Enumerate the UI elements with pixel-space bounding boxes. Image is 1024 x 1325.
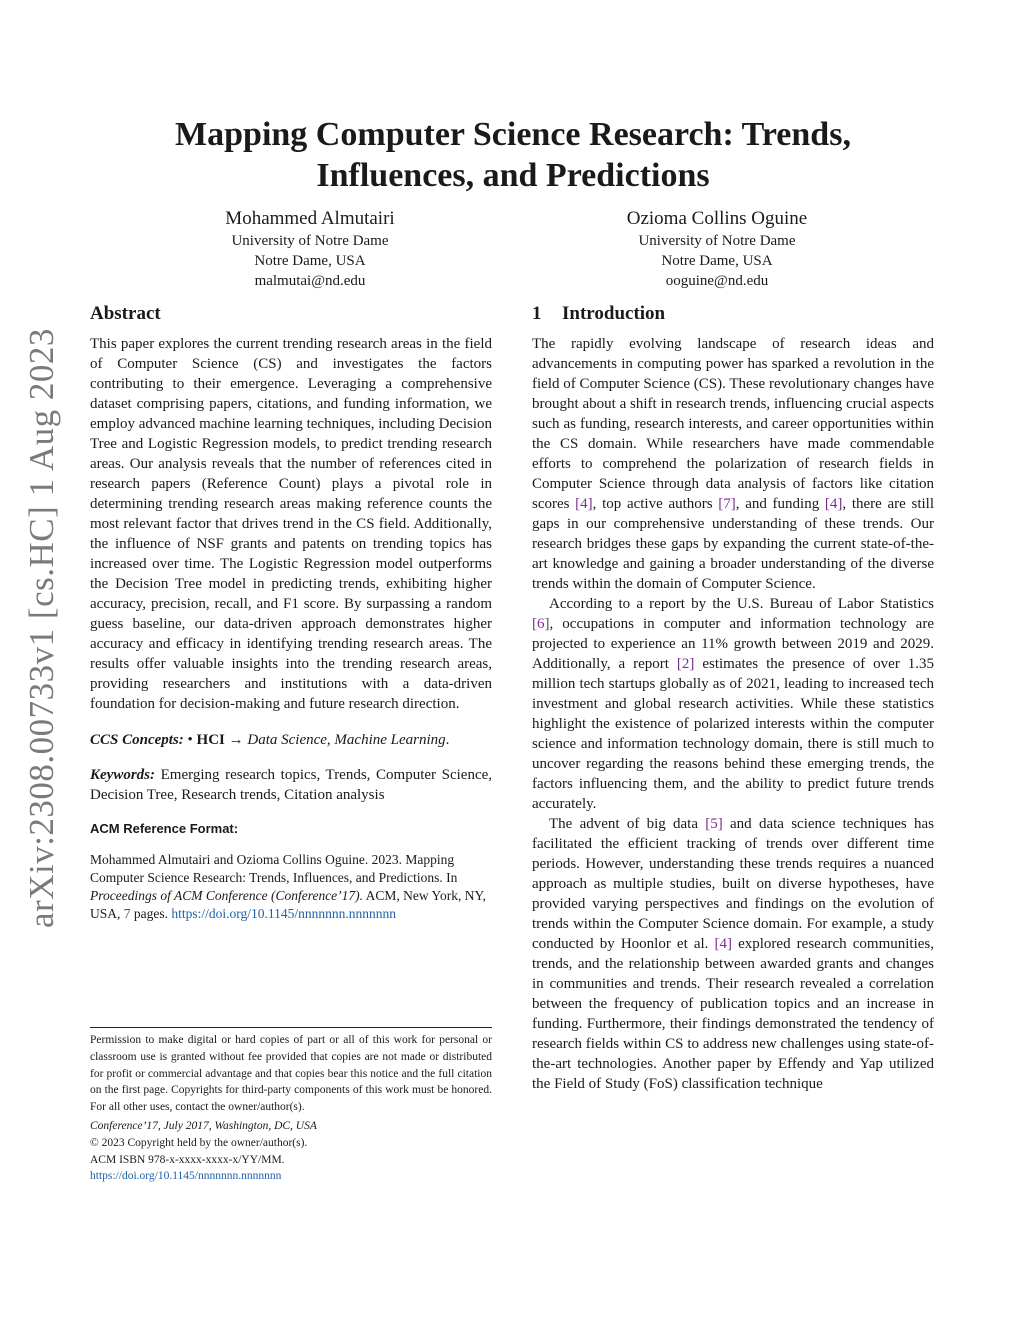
intro-paragraph-1 xyxy=(532,334,934,594)
left-column xyxy=(90,302,492,936)
abstract-text: This paper explores the current trending research areas in the field of Computer Science (CS) and investigates the factors contributing to their emergence. Leveraging a comprehensive dataset comprising papers, citations, and funding information, we employ advanced machine learning techniques, including Decision Tree and Logistic Regression models, to predict trending research areas. Our analysis reveals that the number of references cited in research papers (Reference Count) plays a pivotal role in determining trending research areas making reference counts the most relevant factor that drives trend in the CS field. Additionally, the influence of NSF grants and patents on trending topics has increased over time. The Logistic Regression model outperforms the Decision Tree model in predicting trends, exhibiting higher accuracy, precision, recall, and F1 score. By surpassing a random guess baseline, our data-driven approach demonstrates higher accuracy and efficacy in identifying trending research areas. The results offer valuable insights into the trending research areas, providing researchers and institutions with a data-driven foundation for decision-making and future research direction. xyxy=(90,336,492,712)
keywords xyxy=(90,765,492,805)
section-title: Introduction xyxy=(562,303,666,324)
text-run: The rapidly evolving landscape of research ideas and advancements in computing power has sparked a revolution in the field of Computer Science (CS). These revolutionary changes have brought about a shift in research trends, influencing crucial aspects such as funding, research interests, and career opportunities within the CS domain. While researchers have made commendable efforts to comprehend the polarization of research fields in Computer Science through data analysis of factors like citation scores xyxy=(532,336,934,512)
ccs-concepts xyxy=(90,730,492,750)
copyright-footnote xyxy=(90,1027,492,1185)
ccs-period: . xyxy=(445,732,450,748)
text-run: , top active authors xyxy=(592,496,719,512)
acm-ref-doi-link[interactable]: https://doi.org/10.1145/nnnnnnn.nnnnnnn xyxy=(171,905,397,921)
citation-link[interactable]: [4] xyxy=(575,496,593,512)
text-run: , there are still gaps in our comprehensive understanding of these trends. Our research bridges these gaps by expanding the current state-of-the-art knowledge and gaining a broader understanding of the diverse trends within the domain of Computer Science. xyxy=(532,496,934,592)
ccs-topics: Data Science, Machine Learning xyxy=(247,732,446,748)
isbn-line: ACM ISBN 978-x-xxxx-xxxx-x/YY/MM. xyxy=(90,1153,285,1166)
text-run: According to a report by the U.S. Bureau of Labor Statistics xyxy=(549,596,934,612)
author-name: Ozioma Collins Oguine xyxy=(626,208,808,229)
text-run: explored research communities, trends, and the relationship between awarded grants and changes in communities and trends. Their research revealed a correlation between the frequency of publication topics and an increase in funding. Furthermore, their findings demonstrated the tendency of research fields within CS to address new challenges using state-of-the-art technologies. Another paper by Effendy and Yap utilized the Field of Study (FoS) classification technique xyxy=(532,936,934,1092)
ccs-hci: HCI xyxy=(196,732,225,748)
section-number: 1 xyxy=(532,303,542,324)
citation-link[interactable]: [7] xyxy=(718,496,736,512)
intro-paragraph-2 xyxy=(532,594,934,814)
intro-paragraph-3 xyxy=(532,814,934,1094)
abstract-heading: Abstract xyxy=(90,303,161,324)
author-email: malmutai@nd.edu xyxy=(254,273,366,289)
citation-link[interactable]: [2] xyxy=(676,656,695,672)
author-location: Notre Dame, USA xyxy=(254,253,366,269)
acm-ref-part: Mohammed Almutairi and Ozioma Collins Oguine. 2023. Mapping Computer Science Research: Trends, Influences, and Predictions. In xyxy=(90,851,458,885)
text-run: , occupations in computer and information technology are projected to experience an 11% growth between 2019 and 2029. Additionally, a report xyxy=(532,616,934,672)
ccs-label: CCS Concepts: xyxy=(90,732,184,748)
text-run: The advent of big data xyxy=(549,816,706,832)
conference-info: Conference’17, July 2017, Washington, DC, USA xyxy=(90,1119,317,1132)
acm-ref-venue: Proceedings of ACM Conference (Conference’17). xyxy=(90,887,364,903)
footnote-doi-link[interactable]: https://doi.org/10.1145/nnnnnnn.nnnnnnn xyxy=(90,1170,282,1183)
text-run: estimates the presence of over 1.35 million tech startups globally as of 2021, leading to increased tech investment and global research activities. While these statistics highlight the existence of polarized interests within the computer science and information technology domain, there is still much to uncover regarding the reasons behind these emerging trends, the factors influencing them, and the ability to predict future trends accurately. xyxy=(532,656,934,812)
title-line-1: Mapping Computer Science Research: Trends, xyxy=(175,116,851,153)
citation-link[interactable]: [4] xyxy=(824,496,843,512)
ccs-arrow: → xyxy=(228,732,244,748)
paper-title xyxy=(90,114,936,196)
copyright-line: © 2023 Copyright held by the owner/author(s). xyxy=(90,1136,308,1149)
arxiv-stamp: arXiv:2308.00733v1 [cs.HC] 1 Aug 2023 xyxy=(22,328,61,928)
author-affiliation: University of Notre Dame xyxy=(638,233,796,249)
keywords-text: Emerging research topics, Trends, Computer Science, Decision Tree, Research trends, Citation analysis xyxy=(90,767,493,803)
permission-text: Permission to make digital or hard copies of part or all of this work for personal or classroom use is granted without fee provided that copies are not made or distributed for profit or commercial advantage and that copies bear this notice and the full citation on the first page. Copyrights for third-party components of this work must be honored. For all other uses, contact the owner/author(s). xyxy=(90,1034,492,1114)
keywords-label: Keywords: xyxy=(90,767,155,783)
acm-ref-pages-link[interactable]: 7 xyxy=(123,905,131,921)
text-run: and data science techniques has facilitated the efficient tracking of trends over different time periods. However, understanding these trends requires a nuanced approach as multiple studies, built on diverse hypotheses, have provided varying perspectives and findings on the evolution of trends within the Computer Science domain. For example, a study conducted by Hoonlor et al. xyxy=(532,816,934,952)
author-block-2 xyxy=(567,208,867,291)
text-run: , and funding xyxy=(735,496,825,512)
citation-link[interactable]: [4] xyxy=(714,936,733,952)
author-email: ooguine@nd.edu xyxy=(665,273,769,289)
ccs-bullet: • xyxy=(187,732,193,748)
author-block-1 xyxy=(160,208,460,291)
introduction-heading xyxy=(532,302,934,326)
author-affiliation: University of Notre Dame xyxy=(231,233,389,249)
author-name: Mohammed Almutairi xyxy=(225,208,395,229)
acm-reference-heading: ACM Reference Format: xyxy=(90,821,239,836)
right-column xyxy=(532,302,934,1094)
citation-link[interactable]: [6] xyxy=(532,616,550,632)
author-location: Notre Dame, USA xyxy=(661,253,773,269)
acm-ref-part: ACM, New York, NY, USA, xyxy=(90,887,486,921)
title-line-2: Influences, and Predictions xyxy=(316,157,710,194)
acm-ref-part: pages. xyxy=(130,905,172,921)
acm-reference-text xyxy=(90,851,492,923)
citation-link[interactable]: [5] xyxy=(705,816,723,832)
